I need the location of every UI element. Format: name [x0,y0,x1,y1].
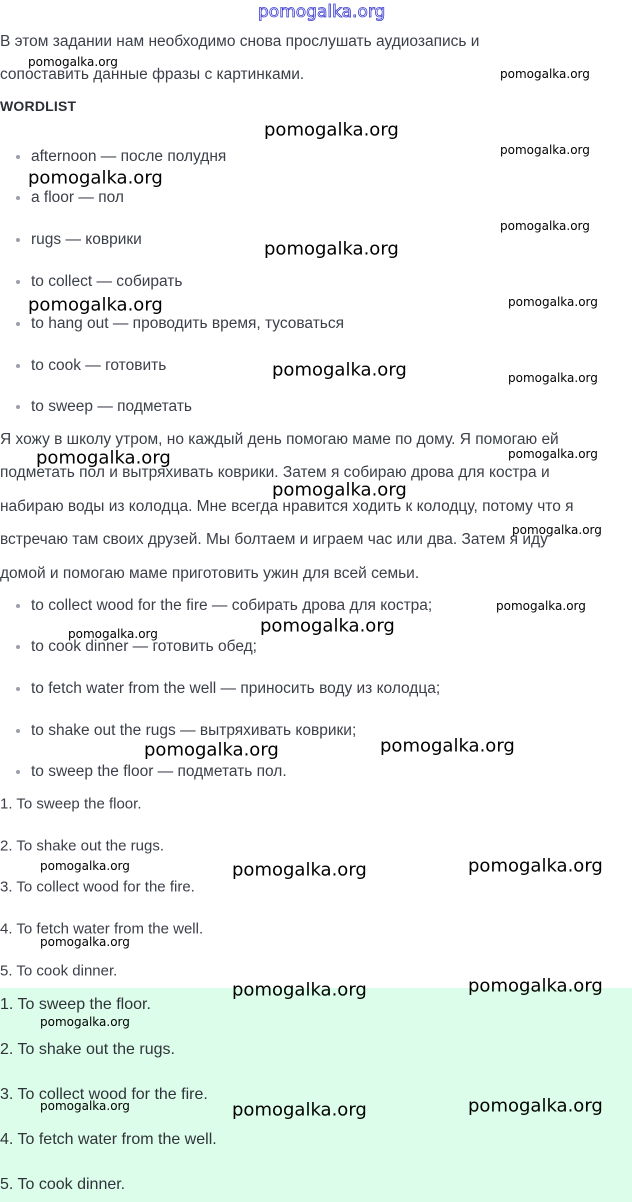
watermark: pomogalka.org [68,627,158,641]
watermark: pomogalka.org [468,855,603,877]
phrase-item [16,680,440,698]
watermark: pomogalka.org [508,447,598,461]
paragraph-line: домой и помогаю маме приготовить ужин для всей семьи. [0,565,420,582]
wordlist-item [16,398,192,416]
wordlist-text: to hang out — проводить время, тусоваться [31,315,345,332]
watermark: pomogalka.org [380,735,515,757]
wordlist-item [16,357,166,375]
wordlist-item [16,273,182,291]
watermark: pomogalka.org [28,55,118,69]
watermark: pomogalka.org [272,359,407,381]
wordlist-text: to cook — готовить [31,357,167,374]
watermark: pomogalka.org [40,1099,130,1113]
phrase-text: to sweep the floor — подметать пол. [31,763,287,780]
paragraph-line: Я хожу в школу утром, но каждый день помогаю маме по дому. Я помогаю ей [0,431,559,448]
watermark: pomogalka.org [272,479,407,501]
watermark: pomogalka.org [232,979,367,1001]
wordlist-item [16,189,124,207]
phrase-text: to shake out the rugs — вытряхивать коврики; [31,722,357,739]
watermark: pomogalka.org [264,119,399,141]
answer-line: 3. To collect wood for the fire. [0,878,195,896]
wordlist-text: a floor — пол [31,189,124,206]
watermark: pomogalka.org [512,523,602,537]
bullet-icon [16,645,20,649]
highlighted-answer-line: 4. To fetch water from the well. [0,1131,217,1148]
phrase-text: to collect wood for the fire — собирать дрова для костра; [31,597,433,614]
phrase-text: to cook dinner — готовить обед; [31,638,257,655]
bullet-icon [16,238,20,242]
phrase-item [16,597,432,615]
paragraph-line: встречаю там своих друзей. Мы болтаем и играем час или два. Затем я иду [0,531,548,548]
watermark: pomogalka.org [144,739,279,761]
highlighted-answer-line: 5. To cook dinner. [0,1176,126,1193]
paragraph-line: набираю воды из колодца. Мне всегда нравится ходить к колодцу, потому что я [0,498,574,515]
answer-line: 4. To fetch water from the well. [0,920,204,938]
watermark: pomogalka.org [508,371,598,385]
watermark: pomogalka.org [496,599,586,613]
phrase-text: to fetch water from the well — приносить воду из колодца; [31,680,441,697]
answer-line: 1. To sweep the floor. [0,795,142,813]
watermark: pomogalka.org [28,167,163,189]
wordlist-text: afternoon — после полудня [31,148,227,165]
watermark: pomogalka.org [508,295,598,309]
bullet-icon [16,770,20,774]
watermark: pomogalka.org [40,935,130,949]
bullet-icon [16,322,20,326]
watermark: pomogalka.org [468,1095,603,1117]
wordlist-item [16,148,226,166]
phrase-item [16,763,287,781]
site-logo-watermark: pomogalka.org [258,2,386,22]
answer-line: 2. To shake out the rugs. [0,837,164,855]
wordlist-item [16,315,344,333]
watermark: pomogalka.org [468,975,603,997]
watermark: pomogalka.org [232,859,367,881]
watermark: pomogalka.org [40,859,130,873]
bullet-icon [16,604,20,608]
watermark: pomogalka.org [36,447,171,469]
watermark: pomogalka.org [500,219,590,233]
intro-line: В этом задании нам необходимо снова прослушать аудиозапись и [0,33,480,50]
bullet-icon [16,729,20,733]
wordlist-text: rugs — коврики [31,231,142,248]
watermark: pomogalka.org [260,615,395,637]
paragraph-line: подметать пол и вытряхивать коврики. Затем я собираю дрова для костра и [0,464,550,481]
bullet-icon [16,364,20,368]
highlighted-answer-line: 2. To shake out the rugs. [0,1041,175,1058]
watermark: pomogalka.org [232,1099,367,1121]
wordlist-text: to collect — собирать [31,273,183,290]
highlighted-answer-line: 1. To sweep the floor. [0,996,151,1013]
watermark: pomogalka.org [500,67,590,81]
answer-line: 5. To cook dinner. [0,962,118,980]
bullet-icon [16,196,20,200]
bullet-icon [16,155,20,159]
wordlist-heading: WORDLIST [0,98,77,114]
wordlist-text: to sweep — подметать [31,398,193,415]
watermark: pomogalka.org [40,1015,130,1029]
phrase-item [16,722,356,740]
bullet-icon [16,405,20,409]
intro-line: сопоставить данные фразы с картинками. [0,66,305,83]
bullet-icon [16,280,20,284]
highlighted-answer-line: 3. To collect wood for the fire. [0,1086,208,1103]
watermark: pomogalka.org [264,238,399,260]
bullet-icon [16,687,20,691]
watermark: pomogalka.org [28,294,163,316]
watermark: pomogalka.org [500,143,590,157]
wordlist-item [16,231,142,249]
